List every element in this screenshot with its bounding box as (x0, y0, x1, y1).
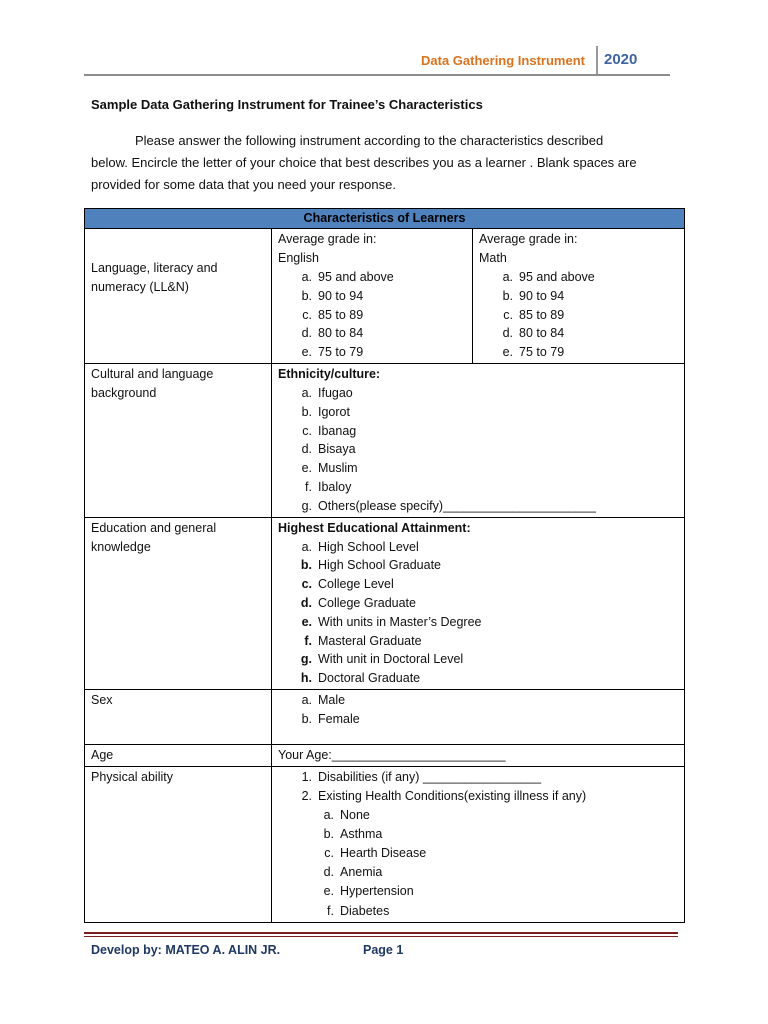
option-text: 85 to 89 (519, 307, 565, 322)
header-divider (596, 46, 598, 76)
header-title: Data Gathering Instrument (421, 53, 585, 68)
option-item (278, 324, 466, 343)
option-text: Doctoral Graduate (318, 671, 421, 686)
option-text: Muslim (318, 461, 358, 476)
intro-paragraph (91, 130, 681, 196)
option-text: 90 to 94 (318, 288, 364, 303)
option-text: Bisaya (318, 442, 356, 457)
option-item (278, 806, 678, 825)
option-letter: a. (323, 807, 334, 822)
option-letter: e. (502, 345, 513, 360)
option-text: Disabilities (if any) _________________ (318, 769, 542, 784)
age-answer: Your Age:_________________________ (272, 744, 685, 766)
option-letter: a. (301, 692, 312, 707)
option-item (278, 268, 466, 287)
option-letter: b. (301, 404, 312, 419)
table-row-sex (85, 689, 685, 744)
option-letter: c. (302, 423, 312, 438)
option-text: 90 to 94 (519, 288, 565, 303)
option-letter: b. (502, 288, 513, 303)
sex-answer-cell (272, 689, 685, 744)
option-text: Existing Health Conditions(existing illness if any) (318, 788, 587, 803)
culture-heading: Ethnicity/culture: (278, 366, 381, 381)
option-item (278, 710, 678, 729)
option-item (278, 538, 678, 557)
llnm-answer-cell (272, 229, 685, 364)
footer-rule-thin (84, 936, 678, 937)
option-item (278, 306, 466, 325)
option-letter: f. (305, 479, 312, 494)
option-item (278, 691, 678, 710)
header-rule (84, 74, 670, 76)
table-row-age (85, 744, 685, 766)
option-letter: a. (301, 539, 312, 554)
table-heading: Characteristics of Learners (85, 209, 685, 229)
option-letter: f. (327, 903, 334, 918)
option-letter: b. (300, 558, 312, 573)
option-text: Ifugao (318, 385, 353, 400)
option-text: Masteral Graduate (318, 633, 422, 648)
row-label-llnm (85, 229, 272, 364)
option-item (479, 306, 678, 325)
option-letter: d. (502, 326, 513, 341)
option-letter: e. (301, 614, 312, 629)
footer-developer: Develop by: MATEO A. ALIN JR. (91, 943, 281, 957)
option-letter: e. (323, 884, 334, 899)
option-text: None (340, 807, 370, 822)
english-heading-2: English (278, 251, 319, 265)
option-item (278, 882, 678, 901)
document-title: Sample Data Gathering Instrument for Trainee’s Characteristics (91, 97, 483, 112)
english-grade-block (272, 229, 473, 363)
option-item (278, 613, 678, 632)
header-year: 2020 (604, 51, 638, 68)
option-text: Others(please specify)______________________ (318, 498, 596, 513)
option-item (278, 403, 678, 422)
option-text: Ibaloy (318, 479, 352, 494)
option-text: Igorot (318, 404, 350, 419)
english-heading-1: Average grade in: (278, 232, 377, 246)
option-letter: a. (502, 270, 513, 284)
option-item (278, 478, 678, 497)
footer-page-number: Page 1 (363, 943, 404, 957)
option-letter: f. (304, 633, 312, 648)
table-row-culture (85, 363, 685, 517)
math-grade-block (473, 229, 684, 363)
option-text: Ibanag (318, 423, 357, 438)
math-heading-1: Average grade in: (479, 232, 578, 246)
option-item (278, 422, 678, 441)
option-item (278, 902, 678, 921)
option-item (278, 844, 678, 863)
option-item (278, 384, 678, 403)
option-text: Anemia (340, 865, 383, 880)
option-item (278, 632, 678, 651)
option-text: Asthma (340, 826, 383, 841)
option-letter: a. (301, 270, 312, 284)
option-text: 80 to 84 (318, 326, 364, 341)
option-text: Hypertension (340, 884, 414, 899)
option-text: College Level (318, 577, 394, 592)
culture-answer-cell (272, 363, 685, 517)
education-heading: Highest Educational Attainment: (278, 520, 471, 535)
option-item (278, 768, 678, 787)
option-letter: d. (301, 326, 312, 341)
sex-label: Sex (85, 689, 272, 744)
option-text: 95 and above (318, 270, 394, 284)
llnm-label: Language, literacy and numeracy (LL&N) (91, 260, 218, 294)
age-label: Age (85, 744, 272, 766)
table-row-physical (85, 766, 685, 922)
option-text: High School Graduate (318, 558, 441, 573)
intro-line-3: provided for some data that you need your response. (91, 177, 396, 192)
option-letter: 2. (301, 788, 312, 803)
physical-answer-cell (272, 766, 685, 922)
option-text: 95 and above (519, 270, 595, 284)
option-item (278, 287, 466, 306)
option-letter: a. (301, 385, 312, 400)
option-text: With units in Master’s Degree (318, 614, 482, 629)
option-text: Hearth Disease (340, 845, 427, 860)
intro-line-2: below. Encircle the letter of your choice that best describes you as a learner . Blank spaces are (91, 155, 637, 170)
culture-label: Cultural and language background (85, 363, 272, 517)
option-item (278, 825, 678, 844)
option-text: 75 to 79 (519, 345, 565, 360)
option-letter: b. (301, 711, 312, 726)
option-text: With unit in Doctoral Level (318, 652, 464, 667)
table-row-llnm (85, 229, 685, 364)
option-text: Male (318, 692, 346, 707)
math-heading-2: Math (479, 251, 507, 265)
option-item (278, 459, 678, 478)
option-letter: d. (300, 595, 312, 610)
option-text: Diabetes (340, 903, 390, 918)
option-letter: b. (323, 826, 334, 841)
option-letter: d. (323, 865, 334, 880)
option-letter: c. (503, 307, 513, 322)
option-letter: b. (301, 288, 312, 303)
option-text: 85 to 89 (318, 307, 364, 322)
option-text: College Graduate (318, 595, 416, 610)
option-item (479, 324, 678, 343)
option-letter: c. (301, 577, 312, 592)
option-item (278, 343, 466, 362)
option-item (278, 594, 678, 613)
education-answer-cell (272, 517, 685, 689)
option-letter: g. (300, 652, 312, 667)
option-item (278, 556, 678, 575)
option-letter: e. (301, 461, 312, 476)
option-text: High School Level (318, 539, 419, 554)
option-item (278, 669, 678, 688)
option-letter: c. (324, 845, 334, 860)
option-text: 75 to 79 (318, 345, 364, 360)
option-text: Female (318, 711, 360, 726)
option-item (278, 575, 678, 594)
footer-rule-thick (84, 932, 678, 934)
option-item (479, 287, 678, 306)
option-item (479, 268, 678, 287)
option-letter: e. (301, 345, 312, 360)
option-letter: h. (300, 671, 312, 686)
option-item (278, 440, 678, 459)
option-letter: g. (301, 498, 312, 513)
physical-label: Physical ability (85, 766, 272, 922)
option-letter: d. (301, 442, 312, 457)
option-item (479, 343, 678, 362)
option-item (278, 650, 678, 669)
option-letter: c. (302, 307, 312, 322)
option-item (278, 787, 678, 806)
option-letter: 1. (301, 769, 312, 784)
option-item (278, 863, 678, 882)
education-label: Education and general knowledge (85, 517, 272, 689)
learner-characteristics-table (84, 208, 685, 923)
option-text: 80 to 84 (519, 326, 565, 341)
intro-line-1: Please answer the following instrument according to the characteristics described (135, 133, 604, 148)
table-heading-row (85, 209, 685, 229)
option-item (278, 497, 678, 516)
table-row-education (85, 517, 685, 689)
